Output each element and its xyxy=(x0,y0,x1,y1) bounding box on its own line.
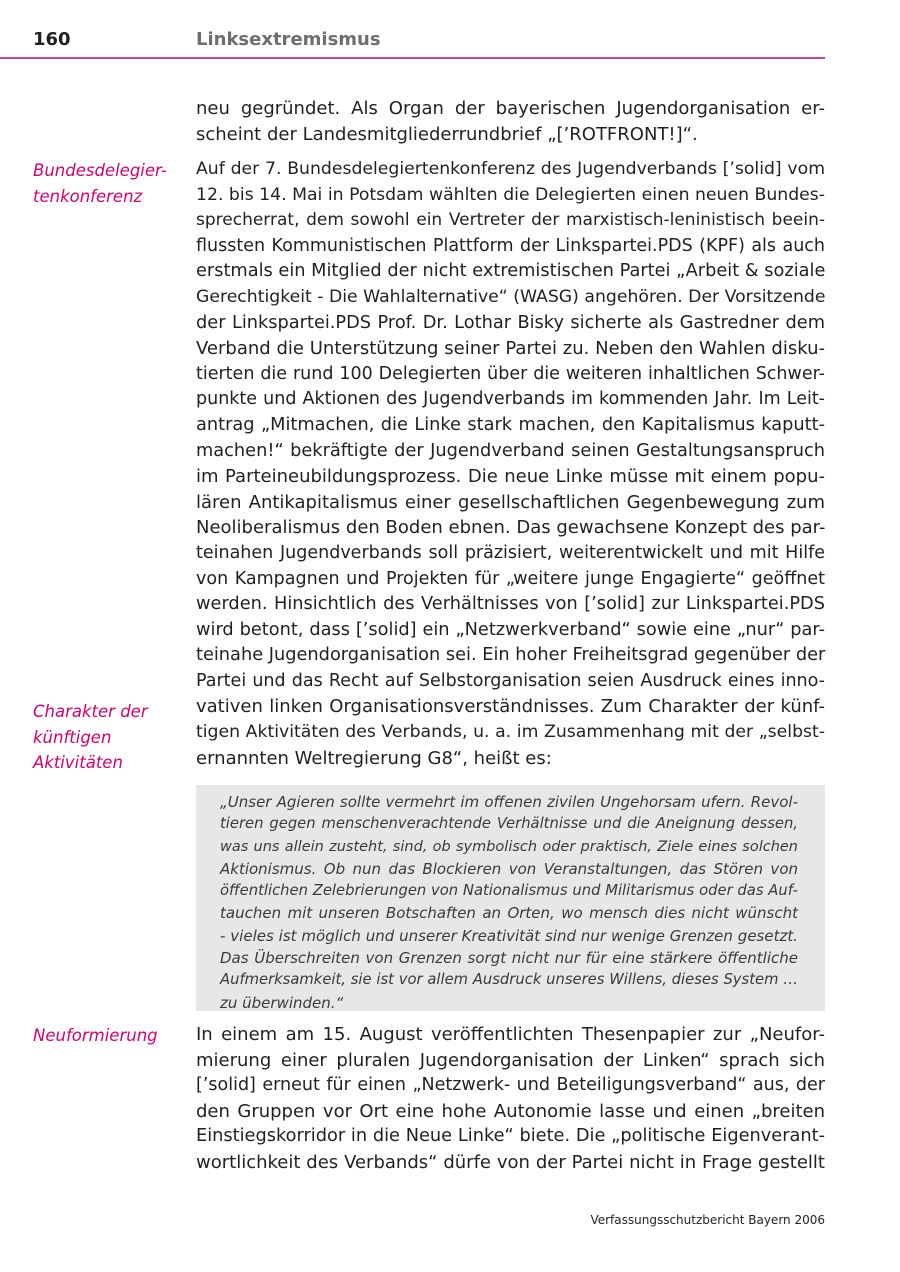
quote-text xyxy=(220,791,798,1014)
quote-line: zu überwinden.“ xyxy=(220,993,344,1012)
paragraph-bundesdelegiertenkonferenz xyxy=(196,157,825,771)
text-line: den Gruppen vor Ort eine hohe Autonomie lasse und einen „breiten xyxy=(196,1100,825,1122)
text-line: punkte und Aktionen des Jugendverbands im kommenden Jahr. Im Leit- xyxy=(196,389,825,410)
block-quote xyxy=(196,785,825,1011)
text-line: lären Antikapitalismus einer gesellschaftlichen Gegenbewegung zum xyxy=(196,491,825,513)
text-line: machen!“ bekräftigte der Jugendverband seinen Gestaltungsanspruch xyxy=(196,440,825,461)
page-footer: Verfassungsschutzbericht Bayern 2006 xyxy=(590,1213,825,1227)
quote-line: Aktionismus. Ob nun das Blockieren von Veranstaltungen, das Stören von xyxy=(220,859,798,878)
page-number: 160 xyxy=(33,29,71,50)
quote-line: Aufmerksamkeit, sie ist vor allem Ausdruck unseres Willens, dieses System … xyxy=(220,971,798,989)
margin-note-neuformierung xyxy=(33,1023,183,1049)
quote-line: was uns allein zusteht, sind, ob symbolisch oder praktisch, Ziele eines solchen xyxy=(220,838,798,855)
text-line: neu gegründet. Als Organ der bayerischen Jugendorganisation er- xyxy=(196,98,825,119)
margin-note-bundesdelegiertenkonferenz xyxy=(33,158,183,209)
text-line: wird betont, dass [’solid] ein „Netzwerkverband“ sowie eine „nur“ par- xyxy=(196,619,825,640)
quote-line: tieren gegen menschenverachtende Verhältnisse und die Aneignung dessen, xyxy=(220,815,798,833)
text-line: teinahen Jugendverbands soll präzisiert, weiterentwickelt und mit Hilfe xyxy=(196,542,825,563)
running-title: Linksextremismus xyxy=(196,29,381,50)
margin-note-charakter xyxy=(33,699,183,776)
text-line: werden. Hinsichtlich des Verhältnisses von [’solid] zur Linkspartei.PDS xyxy=(196,594,825,615)
text-line: Partei und das Recht auf Selbstorganisation seien Ausdruck eines inno- xyxy=(196,670,825,691)
text-line: der Linkspartei.PDS Prof. Dr. Lothar Bisky sicherte als Gastredner dem xyxy=(196,312,825,333)
margin-note-line: tenkonferenz xyxy=(33,186,143,206)
text-line: tierten die rund 100 Delegierten über die weiteren inhaltlichen Schwer- xyxy=(196,363,825,384)
margin-note-line: Neuformierung xyxy=(33,1026,158,1045)
text-line: In einem am 15. August veröffentlichten Thesenpapier zur „Neufor- xyxy=(196,1024,825,1045)
text-line: vativen linken Organisationsverständnisses. Zum Charakter der künf- xyxy=(196,696,825,718)
quote-line: Das Überschreiten von Grenzen sorgt nicht nur für eine stärkere öffentliche xyxy=(220,949,798,968)
text-line: flussten Kommunistischen Plattform der Linkspartei.PDS (KPF) als auch xyxy=(196,235,825,256)
text-line: wortlichkeit des Verbands“ dürfe von der Partei nicht in Frage gestellt xyxy=(196,1151,825,1173)
text-line: [’solid] erneut für einen „Netzwerk- und Beteiligungsverband“ aus, der xyxy=(196,1075,825,1096)
text-line: 12. bis 14. Mai in Potsdam wählten die Delegierten einen neuen Bundes- xyxy=(196,184,825,205)
quote-line: tauchen mit unseren Botschaften an Orten, wo mensch dies nicht wünscht xyxy=(220,904,798,923)
text-line: mierung einer pluralen Jugendorganisation der Linken“ sprach sich xyxy=(196,1049,825,1071)
margin-note-line: Bundesdelegier- xyxy=(33,161,167,180)
text-line: Einstiegskorridor in die Neue Linke“ biete. Die „politische Eigenverant- xyxy=(196,1126,825,1147)
margin-note-line: Charakter der xyxy=(33,702,148,721)
text-line: teinahe Jugendorganisation sei. Ein hoher Freiheitsgrad gegenüber der xyxy=(196,645,826,666)
text-line: Auf der 7. Bundesdelegiertenkonferenz des Jugendverbands [’solid] vom xyxy=(196,159,825,179)
paragraph-continuation xyxy=(196,96,825,147)
text-line: Verband die Unterstützung seiner Partei zu. Neben den Wahlen disku- xyxy=(196,338,825,360)
margin-note-line: Aktivitäten xyxy=(33,753,123,772)
page-header xyxy=(0,0,825,59)
text-line: erstmals ein Mitglied der nicht extremistischen Partei „Arbeit & soziale xyxy=(196,261,826,282)
text-line: Neoliberalismus den Boden ebnen. Das gewachsene Konzept des par- xyxy=(196,517,826,539)
text-line: scheint der Landesmitgliederrundbrief „[’ROTFRONT!]“. xyxy=(196,123,698,145)
quote-line: - vieles ist möglich und unserer Kreativität sind nur wenige Grenzen gesetzt. xyxy=(220,926,798,945)
quote-line: öffentlichen Zelebrierungen von Nationalismus und Militarismus oder das Auf- xyxy=(220,882,798,900)
text-line: im Parteineubildungsprozess. Die neue Linke müsse mit einem popu- xyxy=(196,466,825,488)
text-line: von Kampagnen und Projekten für „weitere junge Engagierte“ geöffnet xyxy=(196,568,825,589)
quote-line: „Unser Agieren sollte vermehrt im offenen zivilen Ungehorsam ufern. Revol- xyxy=(220,793,798,811)
text-line: antrag „Mitmachen, die Linke stark machen, den Kapitalismus kaputt- xyxy=(196,414,825,435)
text-line: Gerechtigkeit - Die Wahlalternative“ (WASG) angehören. Der Vorsitzende xyxy=(196,286,826,307)
text-line: tigen Aktivitäten des Verbands, u. a. im Zusammenhang mit der „selbst- xyxy=(196,722,825,743)
text-line: sprecherrat, dem sowohl ein Vertreter der marxistisch-leninistisch beein- xyxy=(196,210,825,231)
text-line: ernannten Weltregierung G8“, heißt es: xyxy=(196,747,552,769)
margin-note-line: künftigen xyxy=(33,727,112,747)
paragraph-neuformierung xyxy=(196,1022,825,1176)
